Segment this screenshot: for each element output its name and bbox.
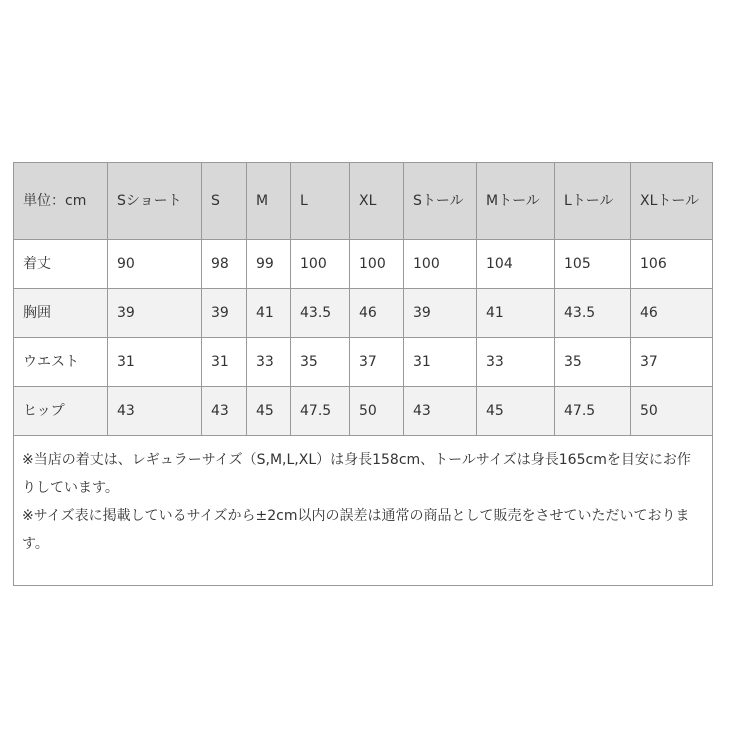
note-tolerance: ※サイズ表に掲載しているサイズから±2cm以内の誤差は通常の商品として販売をさせていただいております。	[22, 508, 690, 552]
table-cell: 33	[247, 338, 291, 387]
table-cell: 31	[202, 338, 247, 387]
header-size-s-short: Sショート	[108, 163, 202, 240]
header-size-l-tall: Lトール	[555, 163, 631, 240]
size-notes	[14, 436, 713, 586]
table-cell: 47.5	[291, 387, 350, 436]
table-cell: 45	[477, 387, 555, 436]
row-label: ウエスト	[14, 338, 108, 387]
table-row-chest	[14, 289, 713, 338]
table-cell: 31	[108, 338, 202, 387]
table-cell: 50	[631, 387, 713, 436]
row-label: 着丈	[14, 240, 108, 289]
table-cell: 39	[108, 289, 202, 338]
table-cell: 43.5	[291, 289, 350, 338]
header-size-s-tall: Sトール	[404, 163, 477, 240]
header-size-xl-tall: XLトール	[631, 163, 713, 240]
table-cell: 41	[247, 289, 291, 338]
size-chart-table	[13, 162, 713, 586]
table-cell: 43.5	[555, 289, 631, 338]
table-cell: 41	[477, 289, 555, 338]
table-cell: 106	[631, 240, 713, 289]
table-header-row	[14, 163, 713, 240]
table-cell: 39	[202, 289, 247, 338]
table-cell: 35	[555, 338, 631, 387]
table-row-waist	[14, 338, 713, 387]
table-cell: 105	[555, 240, 631, 289]
table-cell: 47.5	[555, 387, 631, 436]
table-cell: 46	[631, 289, 713, 338]
note-length-guide: ※当店の着丈は、レギュラーサイズ（S,M,L,XL）は身長158cm、トールサイズは身長165cmを目安にお作りしています。	[22, 452, 691, 496]
table-cell: 100	[291, 240, 350, 289]
table-cell: 50	[350, 387, 404, 436]
table-cell: 98	[202, 240, 247, 289]
table-cell: 33	[477, 338, 555, 387]
table-cell: 43	[202, 387, 247, 436]
header-size-xl: XL	[350, 163, 404, 240]
row-label: 胸囲	[14, 289, 108, 338]
header-size-s: S	[202, 163, 247, 240]
table-cell: 39	[404, 289, 477, 338]
header-size-m-tall: Mトール	[477, 163, 555, 240]
header-unit-cell: 単位：cm	[14, 163, 108, 240]
table-cell: 43	[108, 387, 202, 436]
table-cell: 43	[404, 387, 477, 436]
table-cell: 100	[404, 240, 477, 289]
table-cell: 90	[108, 240, 202, 289]
table-cell: 104	[477, 240, 555, 289]
table-cell: 100	[350, 240, 404, 289]
table-cell: 35	[291, 338, 350, 387]
header-size-m: M	[247, 163, 291, 240]
table-row-length	[14, 240, 713, 289]
header-size-l: L	[291, 163, 350, 240]
table-cell: 31	[404, 338, 477, 387]
row-label: ヒップ	[14, 387, 108, 436]
table-cell: 46	[350, 289, 404, 338]
table-notes-row	[14, 436, 713, 586]
table-cell: 45	[247, 387, 291, 436]
table-cell: 37	[631, 338, 713, 387]
table-cell: 99	[247, 240, 291, 289]
table-cell: 37	[350, 338, 404, 387]
table-row-hip	[14, 387, 713, 436]
